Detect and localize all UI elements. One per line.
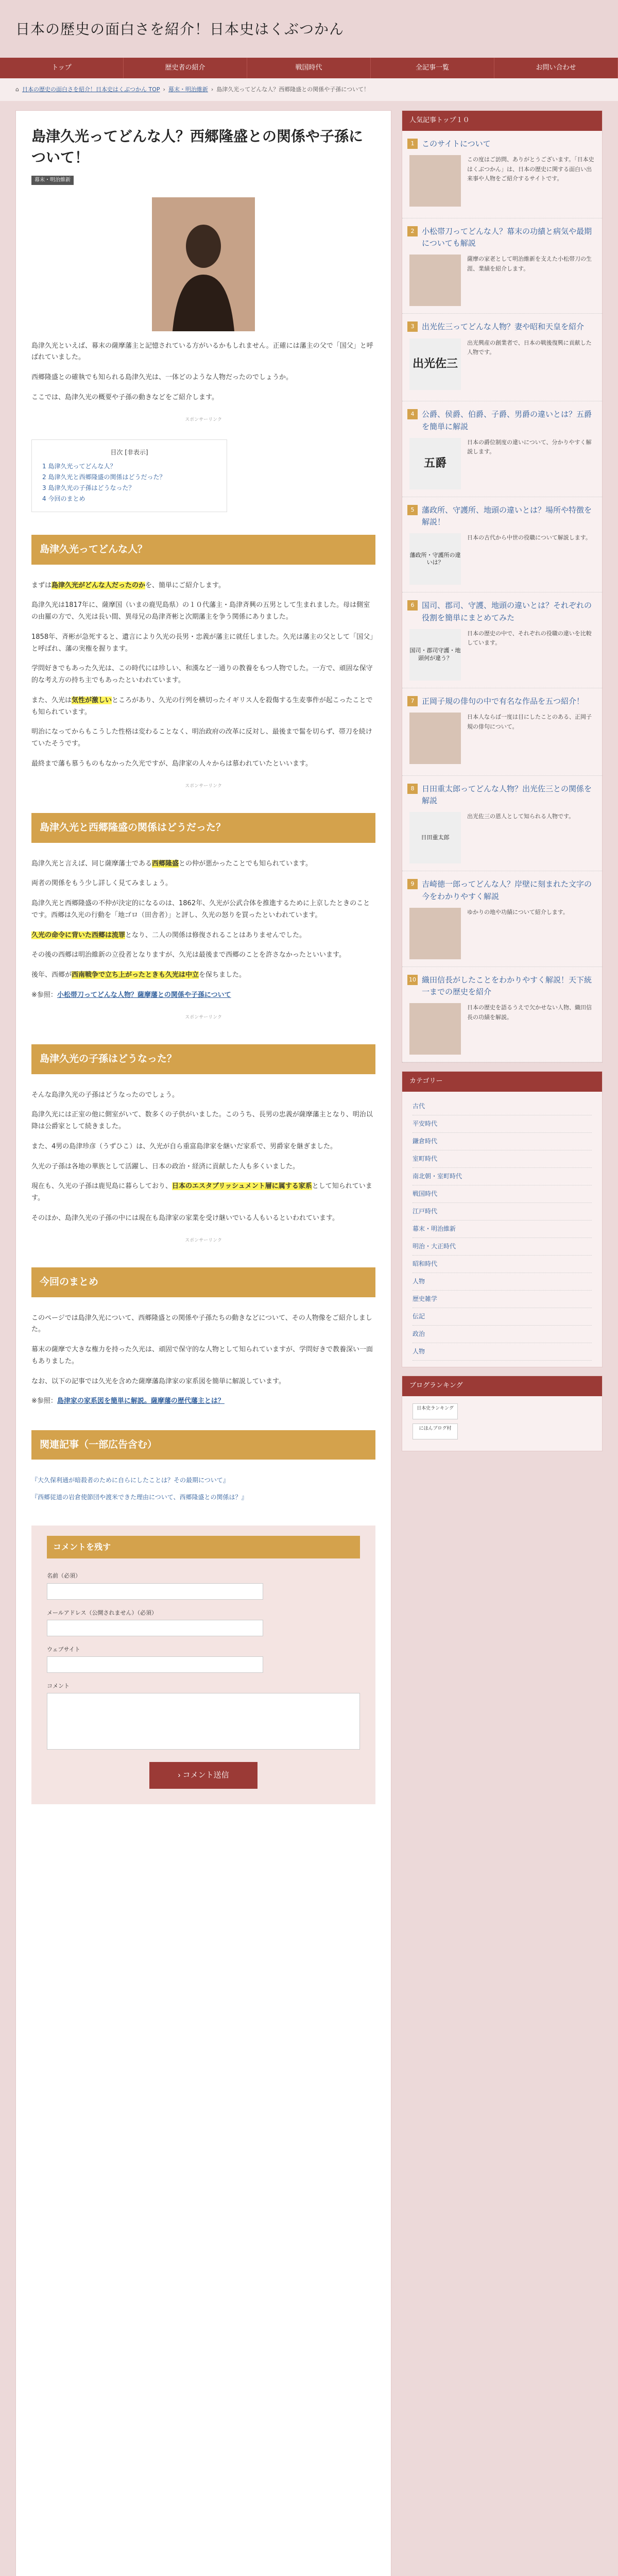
email-field[interactable] — [47, 1620, 263, 1636]
popular-item[interactable] — [402, 314, 602, 401]
toc-item[interactable]: 4 今回のまとめ — [42, 495, 85, 503]
intro-2: 西郷隆盛との確執でも知られる島津久光は、一体どのような人物だったのでしょうか。 — [31, 374, 293, 382]
email-label: メールアドレス（公開されません）（必須） — [47, 1609, 157, 1616]
intro-3: ここでは、島津久光の概要や子孫の動きなどをご紹介します。 — [31, 393, 218, 401]
popular-item-title[interactable]: このサイトについて — [422, 139, 491, 148]
popular-item-title[interactable]: 日田重太郎ってどんな人物？出光佐三との関係を解説 — [422, 784, 592, 805]
ad-label: スポンサーリンク — [185, 1238, 222, 1243]
paragraph: 最終まで藩も慕うものもなかった久光ですが、島津家の人々からは慕われていたといいます。 — [31, 759, 312, 768]
category-link[interactable]: 歴史雑学 — [413, 1291, 592, 1308]
toc-title[interactable]: 目次 [非表示] — [110, 449, 148, 456]
popular-item-title[interactable]: 吉崎徳一郎ってどんな人？岸壁に刻まれた文字の今をわかりやすく解説 — [422, 879, 592, 901]
ref-link[interactable]: 島津家の家系図を簡単に解説。薩摩藩の歴代藩主とは？ — [57, 1397, 225, 1405]
popular-item[interactable] — [402, 776, 602, 872]
popular-item[interactable] — [402, 218, 602, 314]
rank-number: 1 — [407, 139, 418, 149]
category-widget — [402, 1071, 603, 1367]
paragraph: 現在も、久光の子孫は鹿児島に暮らしており、日本のエスタブリッシュメント層に属する家系として知られています。 — [31, 1182, 372, 1202]
toc-item[interactable]: 3 島津久光の子孫はどうなった？ — [42, 484, 135, 492]
popular-item-desc: 出光興産の創業者で、日本の戦後復興に貢献した人物です。 — [467, 339, 592, 356]
popular-item[interactable] — [402, 967, 602, 1063]
category-link[interactable]: 戦国時代 — [413, 1185, 592, 1203]
paragraph: 両者の関係をもう少し詳しく見てみましょう。 — [31, 879, 173, 888]
category-link[interactable]: 鎌倉時代 — [413, 1133, 592, 1150]
ranking-badge[interactable]: 日本史ランキング — [413, 1403, 458, 1419]
sidebar — [402, 110, 603, 2576]
site-header — [0, 0, 618, 58]
table-of-contents — [31, 439, 227, 512]
blog-ranking-title: ブログランキング — [402, 1376, 602, 1396]
paragraph: なお、以下の記事では久光を含めた薩摩藩島津家の家系図を簡単に解説しています。 — [31, 1377, 285, 1385]
popular-item-desc: この度はご訪問、ありがとうございます。「日本史はくぶつかん」は、日本の歴史に関する面白い出来事や人物をご紹介するサイトです。 — [467, 156, 594, 182]
category-widget-title: カテゴリー — [402, 1072, 602, 1092]
rank-number: 2 — [407, 226, 418, 236]
category-link[interactable]: 昭和時代 — [413, 1256, 592, 1273]
category-link[interactable]: 江戸時代 — [413, 1203, 592, 1221]
section-heading-1: 島津久光ってどんな人？ — [31, 535, 375, 564]
related-link[interactable]: 『西郷従道の岩倉使節団や渡米できた理由について、西郷隆盛との関係は？』 — [31, 1494, 248, 1501]
category-link[interactable]: 明治・大正時代 — [413, 1238, 592, 1256]
popular-item-title[interactable]: 正岡子規の俳句の中で有名な作品を五つ紹介！ — [422, 696, 585, 706]
popular-item-title[interactable]: 小松帯刀ってどんな人？幕末の功績と病気や最期についても解説 — [422, 226, 592, 248]
popular-item-desc: 日本の歴史の中で、それぞれの役職の違いを比較しています。 — [467, 630, 592, 647]
paragraph: ※参照：島津家の家系図を簡単に解説。薩摩藩の歴代藩主とは？ — [31, 1397, 225, 1405]
ad-label: スポンサーリンク — [185, 1014, 222, 1020]
popular-item-thumbnail[interactable] — [409, 155, 461, 207]
comment-heading: コメントを残す — [47, 1536, 360, 1558]
article-title: 島津久光ってどんな人？西郷隆盛との関係や子孫について！ — [31, 128, 364, 166]
website-label: ウェブサイト — [47, 1646, 80, 1653]
name-field[interactable] — [47, 1583, 263, 1600]
nav-all[interactable]: 全記事一覧 — [371, 58, 494, 78]
nav-people[interactable]: 歴史者の紹介 — [124, 58, 247, 78]
nav-contact[interactable]: お問い合わせ — [494, 58, 618, 78]
popular-item[interactable] — [402, 871, 602, 967]
breadcrumb-home[interactable]: 日本の歴史の面白さを紹介！日本史はくぶつかん TOP — [22, 86, 160, 93]
popular-item-thumbnail[interactable] — [409, 908, 461, 959]
rank-number: 5 — [407, 505, 418, 515]
portrait-image — [152, 197, 255, 331]
paragraph: ※参照：小松帯刀ってどんな人物？薩摩藩との関係や子孫について — [31, 991, 231, 999]
home-icon: ⌂ — [15, 86, 19, 93]
popular-item[interactable] — [402, 592, 602, 688]
popular-item-desc: 薩摩の家老として明治維新を支えた小松帯刀の生涯、業績を紹介します。 — [467, 256, 592, 272]
rank-number: 6 — [407, 600, 418, 611]
category-link[interactable]: 幕末・明治維新 — [413, 1221, 592, 1238]
category-link[interactable]: 室町時代 — [413, 1150, 592, 1168]
category-link[interactable]: 南北朝・室町時代 — [413, 1168, 592, 1185]
rank-number: 9 — [407, 879, 418, 889]
paragraph: 島津久光は1817年に、薩摩国（いまの鹿児島県）の１０代藩主・島津斉興の五男として生まれました。母は側室の由羅の方で、久光は長い間、異母兄の島津斉彬と次期藩主を争う関係にありました。 — [31, 601, 370, 621]
rank-number: 8 — [407, 784, 418, 794]
paragraph: そんな島津久光の子孫はどうなったのでしょう。 — [31, 1091, 179, 1099]
popular-item-thumbnail[interactable]: 国司・郡司守護・地頭何が違う？ — [409, 629, 461, 681]
section-heading-4: 今回のまとめ — [31, 1267, 375, 1297]
popular-item-thumbnail[interactable] — [409, 713, 461, 764]
category-link[interactable]: 平安時代 — [413, 1115, 592, 1133]
global-nav — [0, 58, 618, 78]
category-link[interactable]: 人物 — [413, 1273, 592, 1291]
popular-item[interactable] — [402, 131, 602, 218]
comment-form — [31, 1526, 375, 1804]
ref-link[interactable]: 小松帯刀ってどんな人物？薩摩藩との関係や子孫について — [57, 991, 231, 999]
intro-1: 島津久光といえば、幕末の薩摩藩主と記憶されている方がいるかもしれません。正確には藩主の父で「国父」と呼ばれていました。 — [31, 342, 373, 362]
section-heading-3: 島津久光の子孫はどうなった？ — [31, 1044, 375, 1074]
popular-item-desc: 出光佐三の恩人として知られる人物です。 — [467, 813, 575, 820]
breadcrumb-category[interactable]: 幕末・明治維新 — [168, 86, 208, 93]
popular-widget-title: 人気記事トップ１０ — [402, 111, 602, 131]
comment-textarea[interactable] — [47, 1693, 360, 1750]
paragraph: その後の西郷は明治維新の立役者となりますが、久光は最後まで西郷のことを許さなかったといいます。 — [31, 951, 346, 959]
popular-item-desc: 日本人ならば一度は目にしたことのある、正岡子規の俳句について。 — [467, 714, 592, 730]
breadcrumb: ⌂ 日本の歴史の面白さを紹介！日本史はくぶつかん TOP › 幕末・明治維新 › 島津久光ってどんな人？西郷隆盛との関係や子孫について！ — [0, 78, 618, 101]
popular-item[interactable] — [402, 401, 602, 497]
category-link[interactable]: 伝記 — [413, 1308, 592, 1326]
paragraph: 島津久光には正室の他に側室がいて、数多くの子供がいました。このうち、長男の忠義が薩摩藩主となり、明治以降は公爵家として続きました。 — [31, 1111, 373, 1131]
ad-label: スポンサーリンク — [185, 783, 222, 789]
popular-item-title[interactable]: 国司、郡司、守護、地頭の違いとは？それぞれの役割を簡単にまとめてみた — [422, 601, 592, 622]
article — [15, 110, 391, 2576]
paragraph: 学問好きでもあった久光は、この時代には珍しい、和漢など一通りの教養をもつ人物でした。一方で、頑固な保守的な考え方の持ち主でもあったといわれています。 — [31, 665, 373, 685]
popular-item-thumbnail[interactable]: 藩政所・守護所の違いは？ — [409, 533, 461, 585]
paragraph: 幕末の薩摩で大きな権力を持った久光は、頑固で保守的な人物として知られていますが、学問好きで教養深い一面もありました。 — [31, 1346, 373, 1365]
toc-item[interactable]: 2 島津久光と西郷隆盛の関係はどうだった？ — [42, 473, 166, 481]
ad-label: スポンサーリンク — [185, 417, 222, 422]
rank-number: 3 — [407, 321, 418, 332]
toc-item[interactable]: 1 島津久光ってどんな人？ — [42, 463, 116, 470]
paragraph: このページでは島津久光について、西郷隆盛との関係や子孫たちの動きなどについて、その人物像をご紹介しました。 — [31, 1314, 372, 1334]
popular-item-thumbnail[interactable] — [409, 255, 461, 306]
paragraph: そのほか、島津久光の子孫の中には現在も島津家の家業を受け継いでいる人もいるといわれています。 — [31, 1214, 339, 1222]
rank-number: 10 — [407, 975, 418, 985]
related-link[interactable]: 『大久保利通が暗殺者のために自らにしたことは？その最期について』 — [31, 1477, 229, 1484]
category-link[interactable]: 古代 — [413, 1098, 592, 1115]
rank-number: 7 — [407, 696, 418, 706]
popular-item-thumbnail[interactable]: 日田重太郎 — [409, 812, 461, 863]
chevron-right-icon: › — [178, 1771, 181, 1780]
related-heading: 関連記事（一部広告含む） — [31, 1430, 375, 1460]
breadcrumb-current: 島津久光ってどんな人？西郷隆盛との関係や子孫について！ — [216, 86, 370, 93]
comment-label: コメント — [47, 1683, 70, 1690]
popular-item-thumbnail[interactable] — [409, 1003, 461, 1055]
popular-item-thumbnail[interactable]: 五爵 — [409, 438, 461, 489]
popular-item-thumbnail[interactable]: 出光佐三 — [409, 338, 461, 390]
paragraph: 後年、西郷が西南戦争で立ち上がったときも久光は中立を保ちました。 — [31, 971, 246, 979]
section-heading-2: 島津久光と西郷隆盛の関係はどうだった？ — [31, 813, 375, 842]
popular-item-title[interactable]: 織田信長がしたことをわかりやすく解説！天下統一までの歴史を紹介 — [422, 975, 592, 996]
popular-item-desc: 日本の古代から中世の役職について解説します。 — [467, 534, 591, 541]
website-field[interactable] — [47, 1656, 263, 1673]
paragraph: 明治になってからもこうした性格は変わることなく、明治政府の改革に反対し、最後まで髷を切らず、帯刀を続けていたそうです。 — [31, 728, 372, 748]
rank-number: 4 — [407, 409, 418, 419]
name-label: 名前（必須） — [47, 1572, 81, 1580]
popular-item[interactable] — [402, 688, 602, 776]
popular-widget — [402, 110, 603, 1063]
category-label[interactable]: 幕末・明治維新 — [31, 176, 74, 185]
popular-item-title[interactable]: 公爵、侯爵、伯爵、子爵、男爵の違いとは？五爵を簡単に解説 — [422, 410, 592, 431]
paragraph: 久光の命令に背いた西郷は流罪となり、二人の関係は修復されることはありませんでした。 — [31, 931, 306, 939]
nav-sengoku[interactable]: 戦国時代 — [247, 58, 371, 78]
paragraph: 久光の子孫は各地の華族として活躍し、日本の政治・経済に貢献した人も多くいました。 — [31, 1162, 300, 1171]
popular-item-desc: 日本の歴史を語るうえで欠かせない人物、織田信長の功績を解説。 — [467, 1004, 592, 1021]
category-link[interactable]: 政治 — [413, 1326, 592, 1343]
paragraph: また、4男の島津珍彦（うずひこ）は、久光が自ら重富島津家を継いだ家系で、男爵家を継ぎました。 — [31, 1142, 337, 1150]
paragraph: また、久光は気性が激しいところがあり、久光の行列を横切ったイギリス人を殺傷する生麦事件が起こったことでも知られています。 — [31, 696, 373, 716]
paragraph: まずは島津久光がどんな人だったのかを、簡単にご紹介します。 — [31, 581, 225, 589]
paragraph: 島津久光と言えば、同じ薩摩藩士である西郷隆盛との仲が悪かったことでも知られています。 — [31, 859, 312, 868]
popular-item-title[interactable]: 出光佐三ってどんな人物？妻や昭和天皇を紹介 — [422, 322, 585, 332]
popular-item-desc: ゆかりの地や功績について紹介します。 — [467, 908, 569, 916]
paragraph: 島津久光と西郷隆盛の不仲が決定的になるのは、1862年、久光が公武合体を推進するために上京したときのことです。西郷は久光の行動を「地ゴロ（田舎者）」と評し、久光の怒りを買ったといわれています。 — [31, 900, 370, 919]
paragraph: 1858年、斉彬が急死すると、遺言により久光の長男・忠義が藩主に就任しました。久光は藩主の父として「国父」と呼ばれ、藩の実権を握ります。 — [31, 633, 373, 653]
site-title[interactable]: 日本の歴史の面白さを紹介！日本史はくぶつかん — [15, 21, 345, 38]
blog-ranking-widget — [402, 1376, 603, 1451]
popular-item-desc: 日本の爵位制度の違いについて、分かりやすく解説します。 — [467, 438, 592, 455]
category-link[interactable]: 人物 — [413, 1343, 592, 1361]
submit-comment-button[interactable]: › コメント送信 — [149, 1762, 258, 1789]
ranking-badge[interactable]: にほんブログ村 — [413, 1423, 458, 1439]
popular-item[interactable] — [402, 497, 602, 593]
nav-top[interactable]: トップ — [0, 58, 124, 78]
popular-item-title[interactable]: 藩政所、守護所、地頭の違いとは？場所や特徴を解説！ — [422, 505, 592, 527]
